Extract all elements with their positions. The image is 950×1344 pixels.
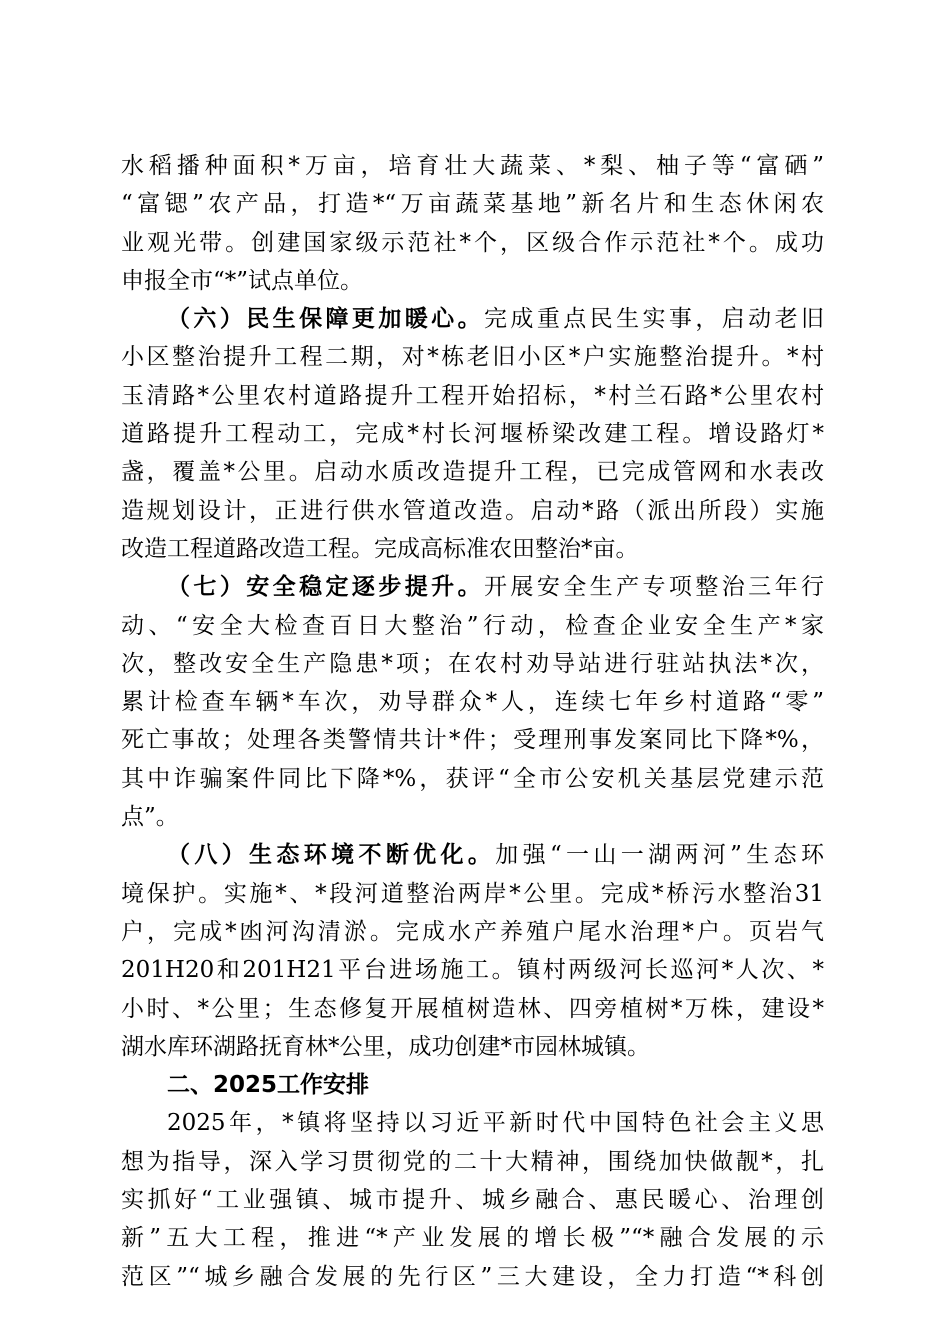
text-line: 改造工程道路改造工程。完成高标准农田整治*亩。 — [121, 535, 639, 562]
text-line: 实抓好“工业强镇、城市提升、城乡融合、惠民暖心、治理创 — [121, 1187, 824, 1214]
paragraph-livelihood — [121, 300, 824, 568]
text-line: 盏，覆盖*公里。启动水质改造提升工程，已完成管网和水表改 — [121, 459, 824, 486]
paragraph-text: 开展安全生产专项整治三年行 — [484, 574, 825, 601]
text-line — [121, 300, 824, 338]
paragraph-lead: （六）民生保障更加暖心。 — [167, 305, 484, 333]
text-line: 点”。 — [121, 804, 179, 831]
paragraph-plan — [121, 1104, 824, 1295]
text-line — [121, 836, 824, 874]
paragraph-lead: （七）安全稳定逐步提升。 — [167, 573, 484, 601]
text-line: 造规划设计，正进行供水管道改造。启动*路（派出所段）实施 — [121, 497, 824, 524]
text-line: 累计检查车辆*车次，劝导群众*人，连续七年乡村道路“零” — [121, 689, 824, 716]
text-line: 2025年，*镇将坚持以习近平新时代中国特色社会主义思 — [167, 1110, 824, 1137]
text-line: 次，整改安全生产隐患*项；在农村劝导站进行驻站执法*次， — [121, 650, 824, 677]
text-line: 动、“安全大检查百日大整治”行动，检查企业安全生产*家 — [121, 612, 824, 639]
text-line: 玉清路*公里农村道路提升工程开始招标，*村兰石路*公里农村 — [121, 382, 824, 409]
text-line: 业观光带。创建国家级示范社*个，区级合作示范社*个。成功 — [121, 229, 825, 256]
text-line: 其中诈骗案件同比下降*%，获评“全市公安机关基层党建示范 — [121, 765, 824, 792]
text-line: 201H20和201H21平台进场施工。镇村两级河长巡河*人次、* — [121, 957, 824, 984]
section-heading: 二、2025工作安排 — [167, 1072, 370, 1099]
paragraph-agriculture — [121, 147, 824, 300]
text-line: 新”五大工程，推进“*产业发展的增长极”“*融合发展的示 — [121, 1225, 824, 1252]
text-line: “富锶”农产品，打造*“万亩蔬菜基地”新名片和生态休闲农 — [121, 191, 824, 218]
text-line — [121, 568, 824, 606]
text-line: 想为指导，深入学习贯彻党的二十大精神，围绕加快做靓*，扎 — [121, 1148, 824, 1175]
text-line: 道路提升工程动工，完成*村长河堰桥梁改建工程。增设路灯* — [121, 421, 824, 448]
paragraph-safety — [121, 568, 824, 836]
paragraph-text: 加强“一山一湖两河”生态环 — [495, 842, 824, 869]
text-line: 境保护。实施*、*段河道整治两岸*公里。完成*桥污水整治31 — [121, 880, 824, 907]
text-line: 死亡事故；处理各类警情共计*件；受理刑事发案同比下降*%， — [121, 727, 824, 754]
paragraph-ecology — [121, 836, 824, 1066]
text-line: 湖水库环湖路抚育林*公里，成功创建*市园林城镇。 — [121, 1033, 650, 1060]
text-line: 范区”“城乡融合发展的先行区”三大建设，全力打造“*科创 — [121, 1263, 824, 1290]
text-line: 小时、*公里；生态修复开展植树造林、四旁植树*万株，建设* — [121, 995, 824, 1022]
text-line: 申报全市“*”试点单位。 — [121, 267, 364, 294]
paragraph-text: 完成重点民生实事，启动老旧 — [484, 306, 825, 333]
text-line: 水稻播种面积*万亩，培育壮大蔬菜、*梨、柚子等“富硒” — [121, 153, 824, 179]
text-line: 户，完成*凼河沟清淤。完成水产养殖户尾水治理*户。页岩气 — [121, 918, 824, 945]
document-page — [121, 147, 824, 1296]
text-line: 小区整治提升工程二期，对*栋老旧小区*户实施整治提升。*村 — [121, 344, 824, 371]
paragraph-lead: （八）生态环境不断优化。 — [167, 841, 496, 869]
